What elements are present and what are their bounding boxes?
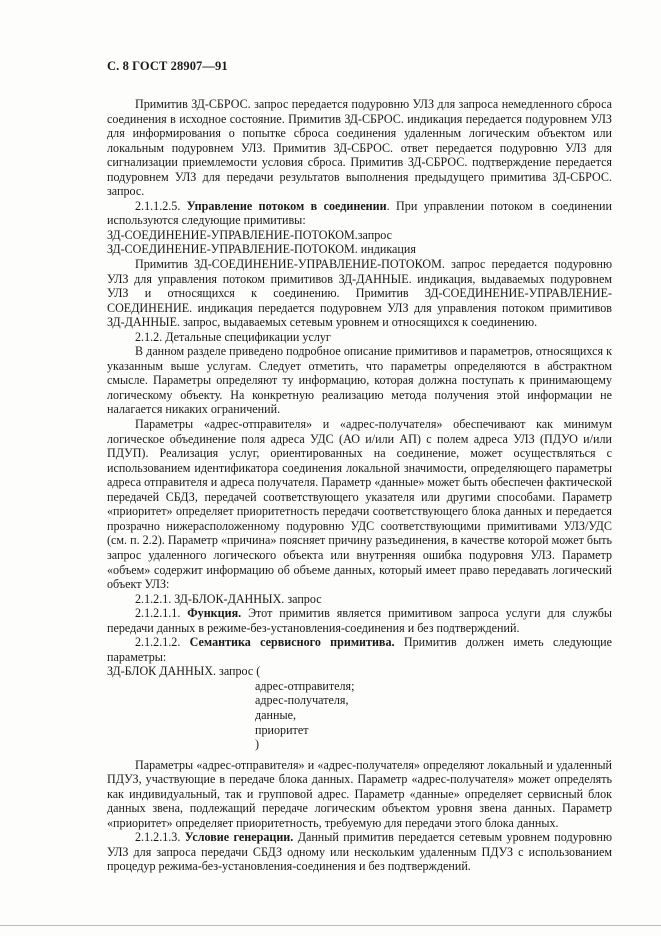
section-data-block-request: 2.1.2.1. ЗД-БЛОК-ДАННЫХ. запрос [135,591,322,606]
page-bottom-edge [0,925,661,926]
paragraph-parameters: Параметры «адрес-отправителя» и «адрес-получателя» обеспечивают как минимум логическое объединение поля адреса УДС (АО и/или АП) с полем адреса УЛЗ (ПДУО и/или ПДУП). Реализация услуг, ориентированных на соединение, может осуществляться с использованием идентификатора соединения локальной значимости, определяющего параметры адреса отправителя и адреса получателя. Параметр «данные» может быть обеспечен фактической передачей СБДЗ, передачей соответствующего указателя или другими способами. Параметр «приоритет» определяет приоритетность передачи соответствующего блока данных и передается прозрачно нижерасположенному подуровню УДС соответствующими примитивами УЛЗ/УДС (см. п. 2.2). Параметр «причина» поясняет причину разъединения, в качестве которой может быть запрос удаленного логического объекта или внутренняя ошибка подуровня УЛЗ. Параметр «объем» содержит информацию об объеме данных, который имеет право передавать логический объект УЛЗ: [107,417,612,592]
document-body [107,97,612,874]
section-text: . При управлении потоком в соединении используются следующие примитивы: [107,198,612,228]
section-number: 2.1.2.1.3. [135,830,181,845]
param-data: данные, [255,707,296,722]
section-number: 2.1.2.1.1. [135,606,181,621]
section-flow-control [107,199,612,228]
section-text: Примитив должен иметь следующие параметры: [107,635,612,664]
section-title: Функция. [187,606,242,621]
section-generation-condition [107,830,612,874]
paragraph-param-desc: Параметры «адрес-отправителя» и «адрес-получателя» определяют локальный и удаленный ПДУЗ, участвующие в передаче блока данных. Параметр «адрес-получателя» может определять как индивидуальный, так и групповой адрес. Параметр «данные» определяет сервисный блок данных звена, подлежащий передаче логическим объектом уровня звена данных. Параметр «приоритет» определяет приоритетность, требуемую для передачи этого блока данных. [107,757,612,830]
paragraph-flow-control: Примитив ЗД-СОЕДИНЕНИЕ-УПРАВЛЕНИЕ-ПОТОКОМ. запрос передается подуровню УЛЗ для управления потоком примитивов ЗД-ДАННЫЕ. индикация, выдаваемых подуровнем УЛЗ и относящихся к соединению. Примитив ЗД-СОЕДИНЕНИЕ-УПРАВЛЕНИЕ-СОЕДИНЕНИЕ. индикация передается подуровнем УЛЗ для управления потоком примитивов ЗД-ДАННЫЕ. запрос, выдаваемых сетевым уровнем и относящихся к соединению. [107,257,612,330]
param-dest-address: адрес-получателя, [255,693,349,708]
page-header: С. 8 ГОСТ 28907—91 [107,59,228,73]
primitive-request: ЗД-СОЕДИНЕНИЕ-УПРАВЛЕНИЕ-ПОТОКОМ.запрос [107,227,392,242]
primitive-indication: ЗД-СОЕДИНЕНИЕ-УПРАВЛЕНИЕ-ПОТОКОМ. индикация [107,242,416,257]
primitive-call: ЗД-БЛОК ДАННЫХ. запрос ( [107,664,261,679]
param-source-address: адрес-отправителя; [255,678,355,693]
param-close-paren: ) [255,737,260,752]
paragraph-spec-intro: В данном разделе приведено подробное описание примитивов и параметров, относящихся к указанным выше услугам. Следует отметить, что параметры определяются в абстрактном смысле. Параметры определяют ту информацию, которая должна поступать к принимающему логическому объекту. На конкретную реализацию метода получения этой информации не налагается никаких ограничений. [107,344,612,417]
section-semantics [107,635,612,664]
section-function [107,606,612,635]
section-title: Условие генерации. [184,830,294,845]
section-detailed-specs: 2.1.2. Детальные спецификации услуг [135,329,331,344]
section-text: Данный примитив передается сетевым уровнем подуровню УЛЗ для запроса передачи СБДЗ одному или нескольким удаленным ПДУЗ с использованием процедур режима-без-установления-соединения и без подтверждений. [107,830,612,874]
section-title: Семантика сервисного примитива. [189,635,395,650]
section-number: 2.1.1.2.5. [135,198,181,213]
paragraph-reset: Примитив ЗД-СБРОС. запрос передается подуровню УЛЗ для запроса немедленного сброса соединения в исходное состояние. Примитив ЗД-СБРОС. индикация передается подуровнем УЛЗ для информирования о попытке сброса соединения удаленным логическим объектом или локальным подуровнем УЛЗ. Примитив ЗД-СБРОС. ответ передается подуровню УЛЗ для сигнализации приемлемости условия сброса. Примитив ЗД-СБРОС. подтверждение передается подуровнем УЛЗ для передачи результатов выполнения предыдущего примитива ЗД-СБРОС. запрос. [107,97,612,199]
section-title: Управление потоком в соединении [186,198,387,213]
param-priority: приоритет [255,722,309,737]
section-text: Этот примитив является примитивом запроса услуги для службы передачи данных в режиме-без-установления-соединения и без подтверждений. [107,606,612,635]
section-number: 2.1.2.1.2. [135,635,181,650]
